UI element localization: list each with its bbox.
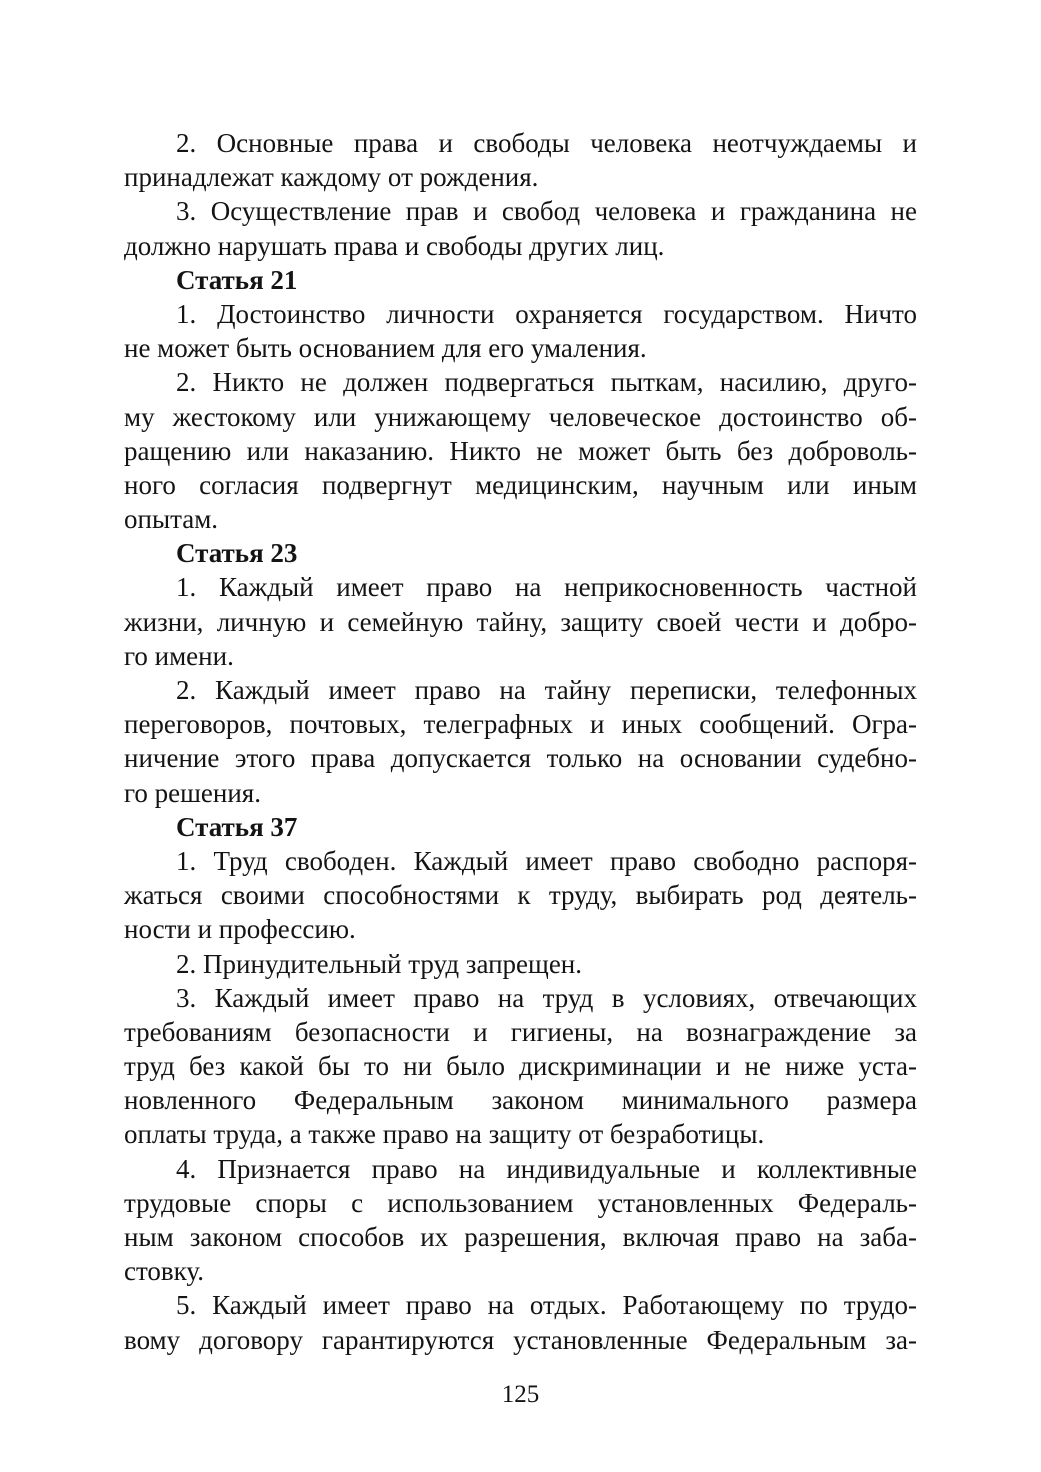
text-line: го решения. [124,777,261,808]
text-line: ращению или наказанию. Никто не может быть без доброволь- [124,435,917,466]
text-line: 1. Труд свободен. Каждый имеет право свободно распоря- [176,845,917,876]
paragraph [124,947,917,981]
text-line: 3. Осуществление прав и свобод человека и гражданина не [176,196,917,227]
text-line: труд без какой бы то ни было дискриминации и не ниже уста- [124,1051,917,1082]
text-line: 2. Никто не должен подвергаться пыткам, насилию, друго- [176,367,917,398]
text-line: новленного Федеральным законом минимального размера [124,1085,917,1116]
text-line: го имени. [124,640,234,671]
text-line: опытам. [124,504,219,535]
text-line: не может быть основанием для его умаления. [124,333,647,364]
paragraph [124,844,917,947]
text-line: ности и профессию. [124,914,356,945]
text-line: 3. Каждый имеет право на труд в условиях, отвечающих [176,982,917,1013]
text-line: 2. Каждый имеет право на тайну переписки, телефонных [176,675,917,705]
page-body [124,126,917,1357]
text-line: переговоров, почтовых, телеграфных и иных сообщений. Огра- [124,709,917,740]
paragraph [124,365,917,536]
paragraph [124,570,917,673]
text-line: ным законом способов их разрешения, включая право на заба- [124,1222,917,1252]
article-heading: Статья 37 [176,811,298,842]
text-line: стовку. [124,1256,204,1287]
text-line: должно нарушать права и свободы других лиц. [124,230,665,261]
text-line: вому договору гарантируются установленные Федеральным за- [124,1324,917,1355]
text-line: 2. Основные права и свободы человека неотчуждаемы и [176,128,917,158]
text-line: 1. Каждый имеет право на неприкосновенность частной [176,572,917,603]
text-line: требованиям безопасности и гигиены, на вознаграждение за [124,1016,917,1047]
paragraph [124,194,917,262]
text-line: трудовые споры с использованием установленных Федераль- [124,1187,917,1218]
article-heading: Статья 21 [176,264,298,295]
text-line: 1. Достоинство личности охраняется государством. Ничто [176,298,917,329]
paragraph [124,673,917,810]
text-line: 5. Каждый имеет право на отдых. Работающему по трудо- [176,1290,917,1321]
text-line: ничение этого права допускается только на основании судебно- [124,743,917,774]
text-line: ного согласия подвергнут медицинским, научным или иным [124,469,917,500]
paragraph [124,297,917,365]
paragraph [124,1288,917,1356]
paragraph [124,981,917,1152]
text-line: му жестокому или унижающему человеческое достоинство об- [124,401,917,432]
text-line: жаться своими способностями к труду, выбирать род деятель- [124,880,917,911]
text-line: 4. Признается право на индивидуальные и коллективные [176,1153,917,1184]
page-number: 125 [501,1381,540,1408]
article-heading: Статья 23 [176,538,298,569]
text-line: оплаты труда, а также право на защиту от безработицы. [124,1119,765,1150]
paragraph [124,1152,917,1289]
text-line: жизни, личную и семейную тайну, защиту своей чести и добро- [124,606,917,637]
paragraph [124,126,917,194]
text-line: принадлежат каждому от рождения. [124,162,539,193]
text-line: 2. Принудительный труд запрещен. [176,948,583,979]
